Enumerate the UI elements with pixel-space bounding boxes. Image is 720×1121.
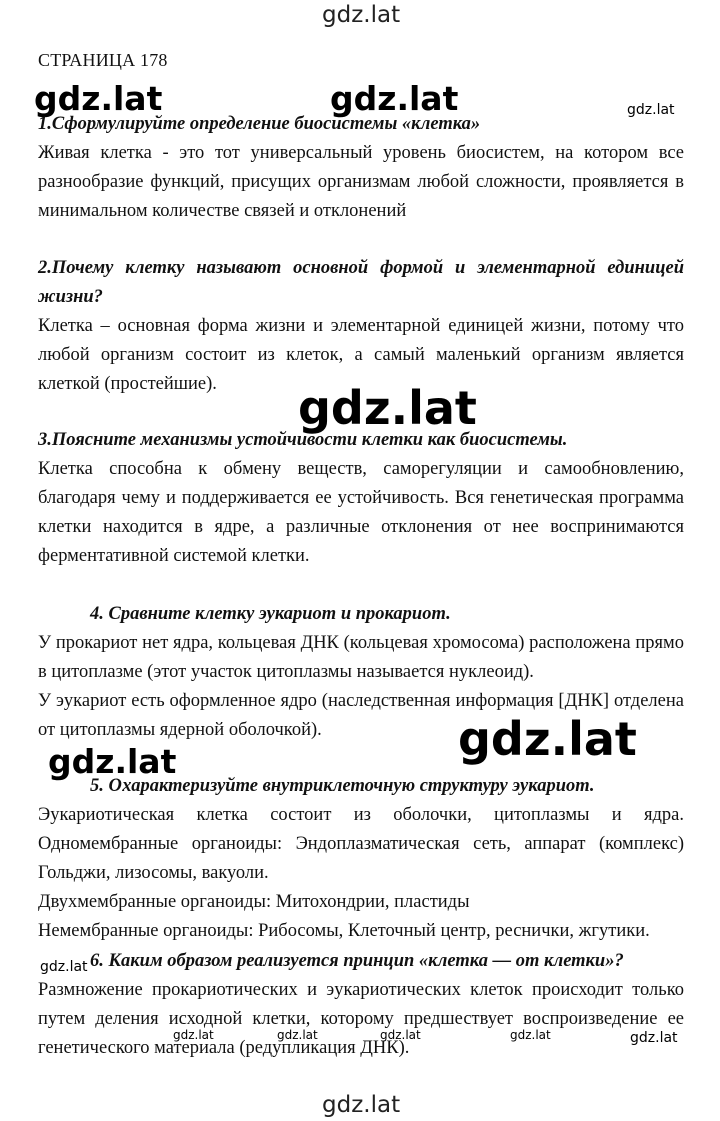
question-4: 4. Сравните клетку эукариот и прокариот. [90, 604, 451, 624]
answer-2 [38, 312, 684, 399]
answer-paragraph: Живая клетка - это тот универсальный уровень биосистем, на котором все разнообразие функций, присущих организмам любой сложности, проявляется в минимальном количестве связей и отклонений [38, 143, 684, 221]
answer-6 [38, 976, 684, 1063]
page-header: СТРАНИЦА 178 [38, 50, 168, 70]
watermark: gdz.lat [298, 381, 477, 435]
watermark: gdz.lat [34, 79, 163, 118]
question-6: 6. Каким образом реализуется принцип «клетка — от клетки»? [90, 951, 624, 971]
watermark: gdz.lat [627, 102, 675, 118]
question-3: 3.Поясните механизмы устойчивости клетки как биосистемы. [38, 430, 568, 450]
answer-paragraph: Клетка – основная форма жизни и элементарной единицей жизни, потому что любой организм состоит из клеток, а самый маленький организм является клеткой (простейшие). [38, 316, 684, 394]
watermark: gdz.lat [277, 1028, 318, 1042]
watermark: gdz.lat [40, 959, 88, 975]
watermark: gdz.lat [173, 1028, 214, 1042]
answer-5 [38, 801, 684, 946]
question-5: 5. Охарактеризуйте внутриклеточную структуру эукариот. [90, 776, 595, 796]
watermark: gdz.lat [48, 742, 177, 781]
watermark: gdz.lat [630, 1030, 678, 1046]
answer-paragraph: У эукариот есть оформленное ядро (наследственная информация [ДНК] отделена от цитоплазмы ядерной оболочкой). [38, 691, 684, 740]
answer-paragraph: У прокариот нет ядра, кольцевая ДНК (кольцевая хромосома) расположена прямо в цитоплазме (этот участок цитоплазмы называется нуклеоид). [38, 633, 684, 682]
watermark: gdz.lat [322, 1092, 401, 1118]
answer-1 [38, 139, 684, 226]
watermark: gdz.lat [380, 1028, 421, 1042]
question-2: 2.Почему клетку называют основной формой и элементарной единицей жизни? [38, 258, 684, 307]
answer-3 [38, 455, 684, 571]
answer-paragraph: Эукариотическая клетка состоит из оболочки, цитоплазмы и ядра. Одномембранные органоиды: Эндоплазматическая сеть, аппарат (комплекс) Гольджи, лизосомы, вакуоли. [38, 805, 684, 883]
watermark: gdz.lat [510, 1028, 551, 1042]
answer-paragraph: Двухмембранные органоиды: Митохондрии, пластиды [38, 892, 470, 912]
watermark: gdz.lat [330, 79, 459, 118]
answer-paragraph: Размножение прокариотических и эукариотических клеток происходит только путем деления исходной клетки, которому предшествует воспроизведение ее генетического материала (редупликация ДНК). [38, 980, 684, 1058]
answer-paragraph: Клетка способна к обмену веществ, саморегуляции и самообновлению, благодаря чему и поддерживается ее устойчивость. Вся генетическая программа клетки находится в ядре, а различные отклонения от нее воспринимаются ферментативной системой клетки. [38, 459, 684, 566]
answer-4 [38, 629, 684, 745]
watermark: gdz.lat [458, 712, 637, 766]
question-1: 1.Сформулируйте определение биосистемы «клетка» [38, 114, 481, 134]
answer-paragraph: Немембранные органоиды: Рибосомы, Клеточный центр, реснички, жгутики. [38, 921, 650, 941]
watermark: gdz.lat [322, 2, 401, 28]
